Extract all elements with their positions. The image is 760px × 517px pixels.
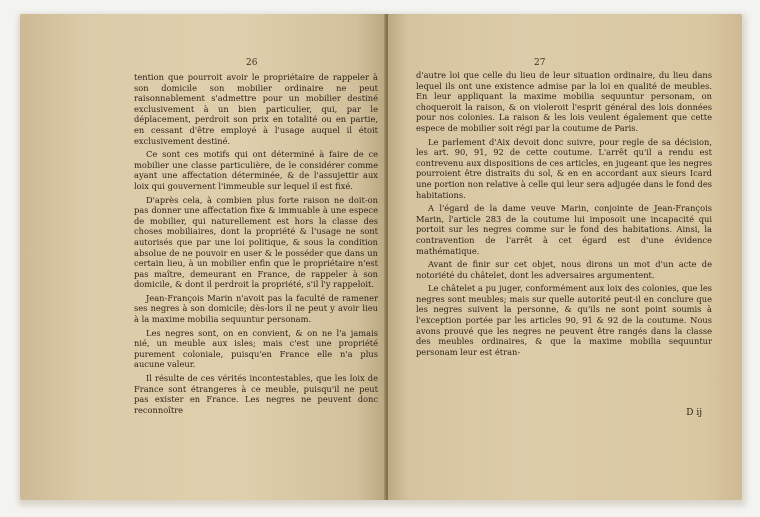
paragraph: Jean-François Marin n'avoit pas la faculté de ramener ses negres à son domicile; dès-lors il ne peut y avoir lieu à la maxime mobilia sequuntur personam. [134,292,378,325]
paragraph: tention que pourroit avoir le propriétaire de rappeler à son domicile son mobilier ordinaire ne peut raisonnablement s'admettre pour un mobilier destiné exclusivement à un bien particulier, qui, par le déplacement, perdroit son prix en totalité ou en partie, en cessant d'être employé à l'usage auquel il étoit exclusivement destiné. [134,72,378,146]
paragraph: Ce sont ces motifs qui ont déterminé à faire de ce mobilier une classe particulière, de le considérer comme ayant une affectation déterminée, & de l'assujettir aux loix qui gouvernent l'immeuble sur lequel il est fixé. [134,149,378,191]
paragraph: Le parlement d'Aix devoit donc suivre, pour regle de sa décision, les art. 90, 91, 92 de cette coutume. L'arrêt qu'il a rendu est contrevenu aux dispositions de ces articles, en jugeant que les negres pourroient être distraits du sol, & en en accordant aux sieurs Icard une portion non relative à celle qui leur sera adjugée dans le fond des habitations. [416,136,712,200]
paragraph: A l'égard de la dame veuve Marin, conjointe de Jean-François Marin, l'article 283 de la coutume lui imposoit une incapacité qui portoit sur les negres comme sur le fond des habitations. Ainsi, la contravention de l'arrêt à cet égard est d'une évidence mathématique. [416,203,712,256]
right-page-text [416,70,712,360]
left-page [20,14,386,500]
right-page [388,14,742,500]
paragraph: Il résulte de ces vérités incontestables, que les loix de France sont étrangeres à ce meuble, puisqu'il ne peut pas exister en France. Les negres ne peuvent donc reconnoître [134,373,378,415]
left-page-text [134,72,378,418]
paragraph: Le châtelet a pu juger, conformément aux loix des colonies, que les negres sont meubles; mais sur quelle autorité peut-il en conclure que les negres suivent la personne, & qu'ils ne sont point soumis à l'exception portée par les articles 90, 91 & 92 de la coutume. Nous avons prouvé que les negres ne peuvent être rangés dans la classe des meubles ordinaires, & que la maxime mobilia sequuntur personam leur est étran- [416,283,712,357]
paragraph: d'autre loi que celle du lieu de leur situation ordinaire, du lieu dans lequel ils ont une existence admise par la loi en qualité de meubles. En leur appliquant la maxime mobilia sequuntur personam, on choqueroit la raison, & on violeroit l'esprit général des lois données pour nos colonies. La raison & les lois veulent également que cette espece de mobilier soit régi par la coutume de Paris. [416,70,712,133]
right-page-number: 27 [534,58,546,68]
paragraph: D'après cela, à combien plus forte raison ne doit-on pas donner une affectation fixe & immuable à une espece de mobilier, qui naturellement est hors la classe des choses mobiliaires, dont la propriété & l'usage ne sont autorisés que par une loi politique, & sous la condition absolue de ne pouvoir en user & le posséder que dans un certain lieu, à un mobilier enfin que le propriétaire n'est pas maître, demeurant en France, de rappeler à son domicile, & dont il perdroit la propriété, s'il l'y rappeloit. [134,194,378,290]
signature-mark: D ij [686,408,702,418]
paragraph: Avant de finir sur cet objet, nous dirons un mot d'un acte de notoriété du châtelet, dont les adversaires argumentent. [416,259,712,280]
paragraph: Les negres sont, on en convient, & on ne l'a jamais nié, un meuble aux isles; mais c'est une propriété purement coloniale, puisqu'en France elle n'a plus aucune valeur. [134,327,378,370]
left-page-number: 26 [246,58,258,68]
